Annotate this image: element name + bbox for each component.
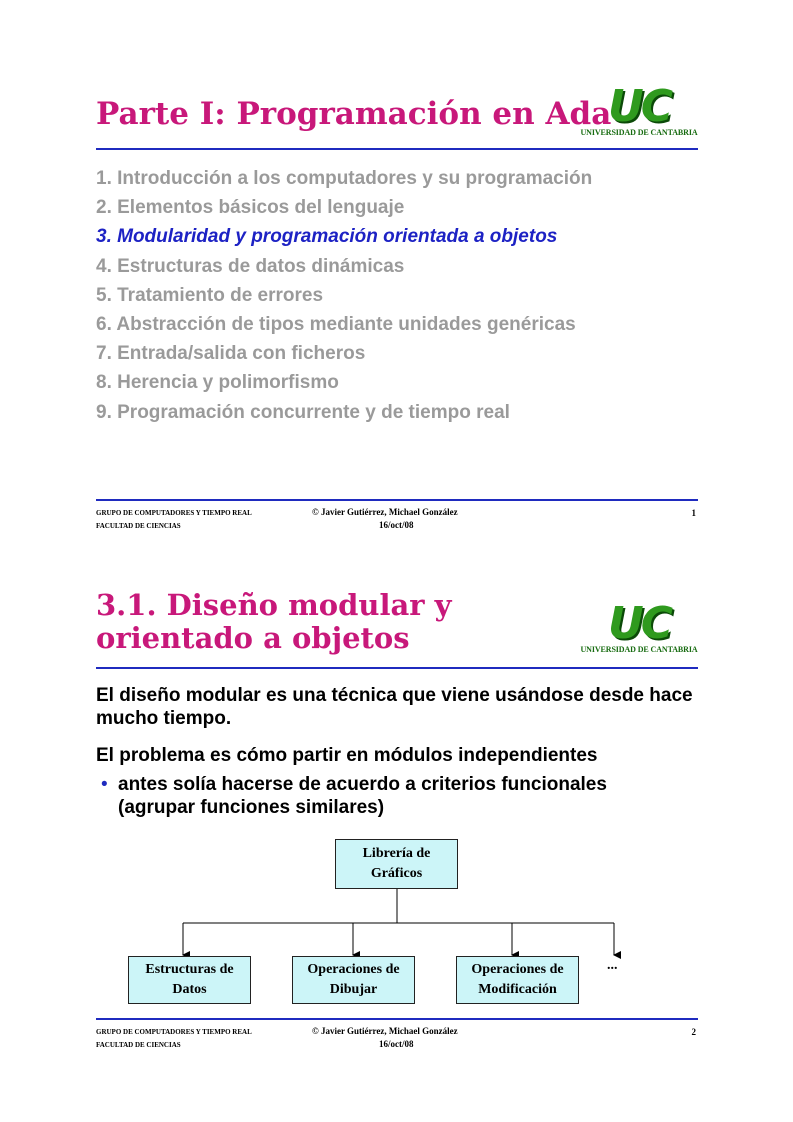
toc-item: 7. Entrada/salida con ficheros — [96, 343, 366, 365]
diagram-root-box: Librería de Gráficos — [335, 839, 458, 889]
slide2-title: 3.1. Diseño modular y orientado a objetos — [96, 588, 452, 655]
diagram-box-modify-ops: Operaciones de Modificación — [456, 956, 579, 1004]
diagram-box-draw-ops: Operaciones de Dibujar — [292, 956, 415, 1004]
uc-logo-mark: UC — [607, 81, 671, 132]
paragraph-problem: El problema es cómo partir en módulos independientes — [96, 745, 598, 766]
uc-logo-mark: UC — [607, 598, 671, 649]
uc-logo-text: UNIVERSIDAD DE CANTABRIA — [580, 128, 698, 137]
toc-item: 5. Tratamiento de errores — [96, 284, 324, 306]
paragraph-modular-design: El diseño modular es una técnica que viene usándose desde hace mucho tiempo. — [96, 685, 693, 729]
footer-group: GRUPO DE COMPUTADORES Y TIEMPO REAL — [96, 509, 252, 517]
page-number: 2 — [691, 1027, 696, 1037]
uc-logo-text: UNIVERSIDAD DE CANTABRIA — [580, 645, 698, 654]
toc-item: 2. Elementos básicos del lenguaje — [96, 197, 405, 219]
footer-faculty: FACULTAD DE CIENCIAS — [96, 522, 181, 530]
toc-item: 9. Programación concurrente y de tiempo real — [96, 401, 510, 423]
footer-rule — [96, 1018, 698, 1020]
footer-authors: © Javier Gutiérrez, Michael González — [312, 507, 458, 517]
footer-group: GRUPO DE COMPUTADORES Y TIEMPO REAL — [96, 1028, 252, 1036]
diagram-more: ... — [607, 958, 618, 973]
toc-item: 8. Herencia y polimorfismo — [96, 372, 339, 394]
footer-date: 16/oct/08 — [379, 520, 414, 530]
diagram-box-data-structures: Estructuras de Datos — [128, 956, 251, 1004]
footer-date: 16/oct/08 — [379, 1039, 414, 1049]
bullet-functional-criteria: antes solía hacerse de acuerdo a criterios funcionales (agrupar funciones similares) — [118, 774, 607, 818]
toc-item: 6. Abstracción de tipos mediante unidades genéricas — [96, 314, 576, 336]
slide1-title: Parte I: Programación en Ada — [96, 96, 612, 132]
toc-item: 1. Introducción a los computadores y su programación — [96, 168, 593, 189]
bullet-marker: • — [101, 774, 108, 795]
toc-item: 4. Estructuras de datos dinámicas — [96, 255, 405, 277]
slide2-footer — [96, 1025, 698, 1055]
toc-item-active: 3. Modularidad y programación orientada a objetos — [96, 226, 558, 248]
footer-faculty: FACULTAD DE CIENCIAS — [96, 1041, 181, 1049]
page-number: 1 — [691, 508, 696, 518]
footer-authors: © Javier Gutiérrez, Michael González — [312, 1026, 458, 1036]
